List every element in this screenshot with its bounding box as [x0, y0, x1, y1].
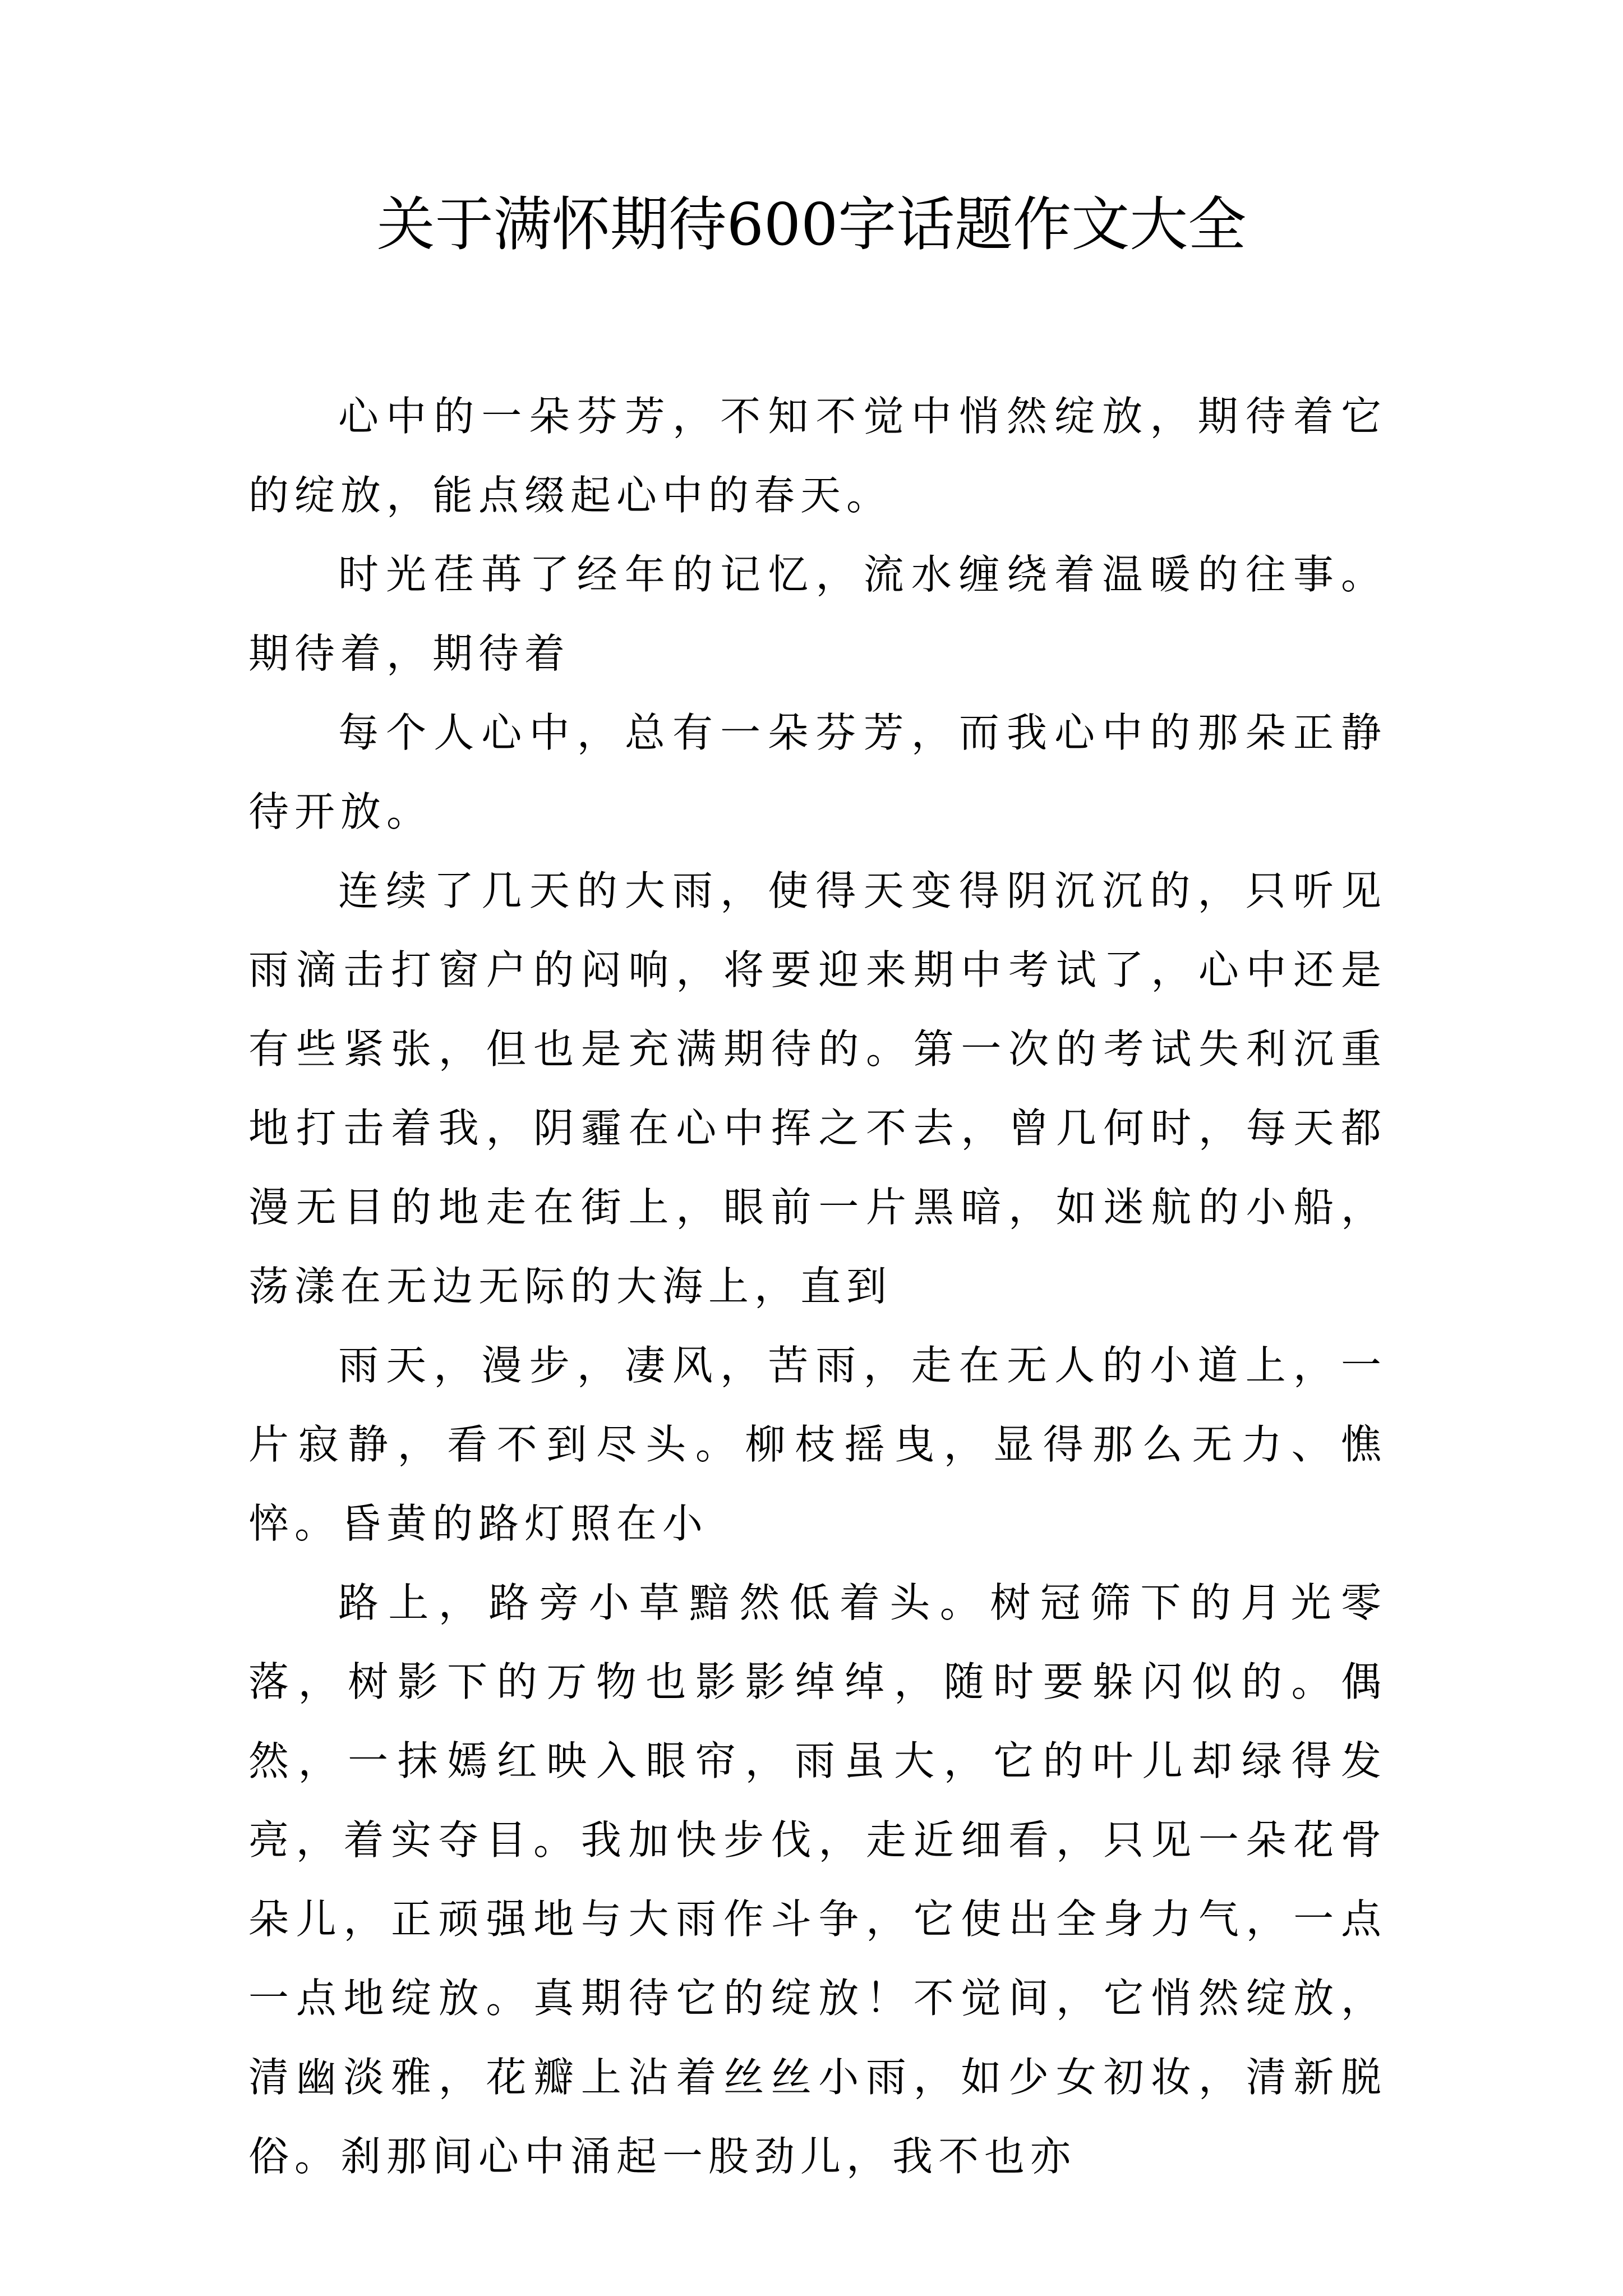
- document-title: 关于满怀期待600字话题作文大全: [376, 190, 1247, 259]
- paragraph-6: 路上，路旁小草黯然低着头。树冠筛下的月光零落，树影下的万物也影影绰绰，随时要躲闪似的。偶然，一抹嫣红映入眼帘，雨虽大，它的叶儿却绿得发亮，着实夺目。我加快步伐，走近细看，只见一朵花骨朵儿，正顽强地与大雨作斗争，它使出全身力气，一点一点地绽放。真期待它的绽放！不觉间，它悄然绽放，清幽淡雅，花瓣上沾着丝丝小雨，如少女初妆，清新脱俗。刹那间心中涌起一股劲儿，我不也亦: [248, 1579, 1387, 2180]
- document-body: [248, 377, 1387, 2196]
- paragraph-1: 心中的一朵芬芳，不知不觉中悄然绽放，期待着它的绽放，能点缀起心中的春天。: [248, 393, 1387, 519]
- paragraph-3: 每个人心中，总有一朵芬芳，而我心中的那朵正静待开放。: [248, 709, 1387, 835]
- paragraph-5: 雨天，漫步，凄风，苦雨，走在无人的小道上，一片寂静，看不到尽头。柳枝摇曳，显得那么无力、憔悴。昏黄的路灯照在小: [248, 1342, 1387, 1547]
- paragraph-2: 时光荏苒了经年的记忆，流水缠绕着温暖的往事。期待着，期待着: [248, 551, 1387, 677]
- paragraph-4: 连续了几天的大雨，使得天变得阴沉沉的，只听见雨滴击打窗户的闷响，将要迎来期中考试了，心中还是有些紧张，但也是充满期待的。第一次的考试失利沉重地打击着我，阴霾在心中挥之不去，曾几何时，每天都漫无目的地走在街上，眼前一片黑暗，如迷航的小船，荡漾在无边无际的大海上，直到: [248, 867, 1387, 1310]
